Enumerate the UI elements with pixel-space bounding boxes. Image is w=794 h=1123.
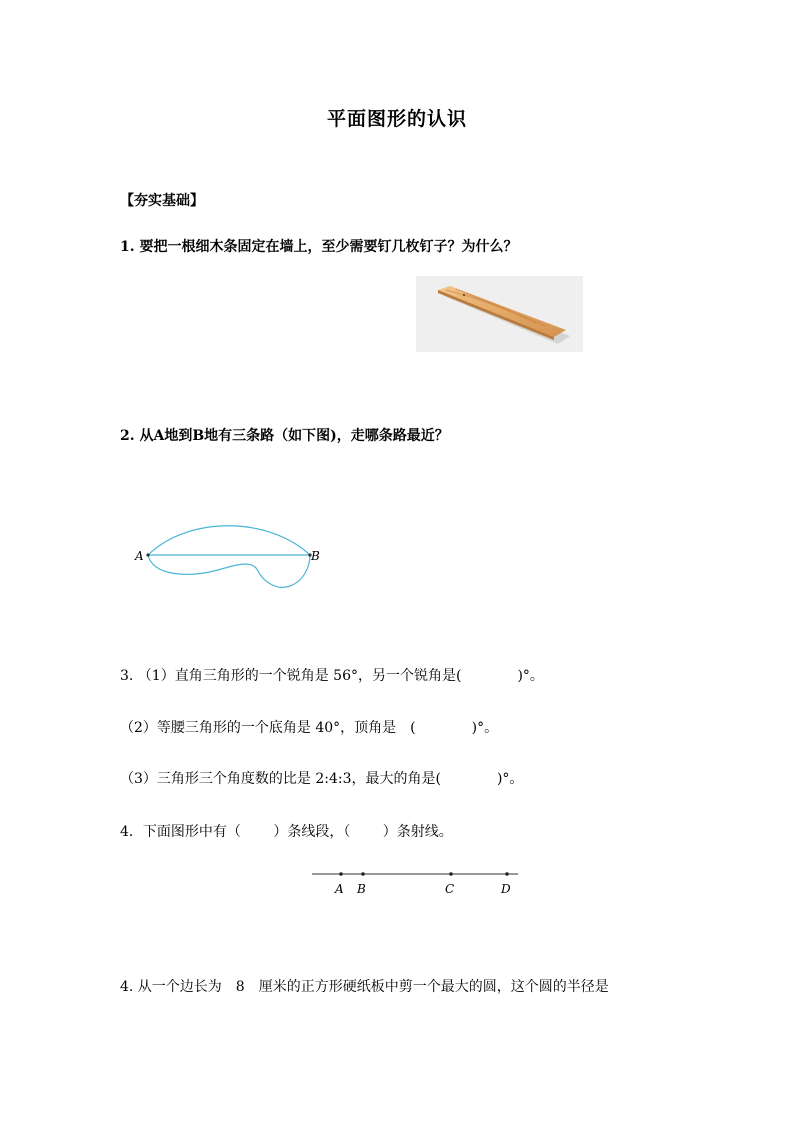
route-lower-curve — [148, 555, 310, 587]
point-d — [505, 872, 509, 876]
question-4: 4．下面图形中有（ ）条线段，（ ）条射线。 — [120, 824, 453, 840]
section-heading: 【夯实基础】 — [120, 193, 204, 209]
question-3-3: （3）三角形三个角度数的比是 2:4:3，最大的角是( )°。 — [120, 771, 524, 787]
wood-stick-image — [416, 276, 583, 352]
question-1: 1. 要把一根细木条固定在墙上，至少需要钉几枚钉子？为什么？ — [120, 239, 518, 255]
routes-diagram — [128, 516, 328, 596]
page-title: 平面图形的认识 — [326, 108, 467, 130]
label-d: D — [501, 882, 511, 896]
line-segment-diagram — [308, 862, 528, 902]
label-c: C — [445, 882, 455, 896]
label-a: A — [335, 882, 344, 896]
point-c — [449, 872, 453, 876]
question-2: 2. 从A地到B地有三条路（如下图)，走哪条路最近？ — [120, 428, 449, 444]
question-5: 4. 从一个边长为 8 厘米的正方形硬纸板中剪一个最大的圆，这个圆的半径是 — [120, 979, 609, 995]
question-3-2: （2）等腰三角形的一个底角是 40°，顶角是 ( )°。 — [120, 720, 499, 736]
route-upper-arc — [148, 526, 310, 555]
point-a — [146, 553, 149, 556]
wood-stick-illustration — [416, 276, 583, 352]
label-b: B — [311, 549, 320, 563]
question-3-1: 3. （1）直角三角形的一个锐角是 56°，另一个锐角是( )°。 — [120, 668, 544, 684]
label-b: B — [357, 882, 366, 896]
point-a — [339, 872, 343, 876]
label-a: A — [135, 549, 144, 563]
point-b — [361, 872, 365, 876]
